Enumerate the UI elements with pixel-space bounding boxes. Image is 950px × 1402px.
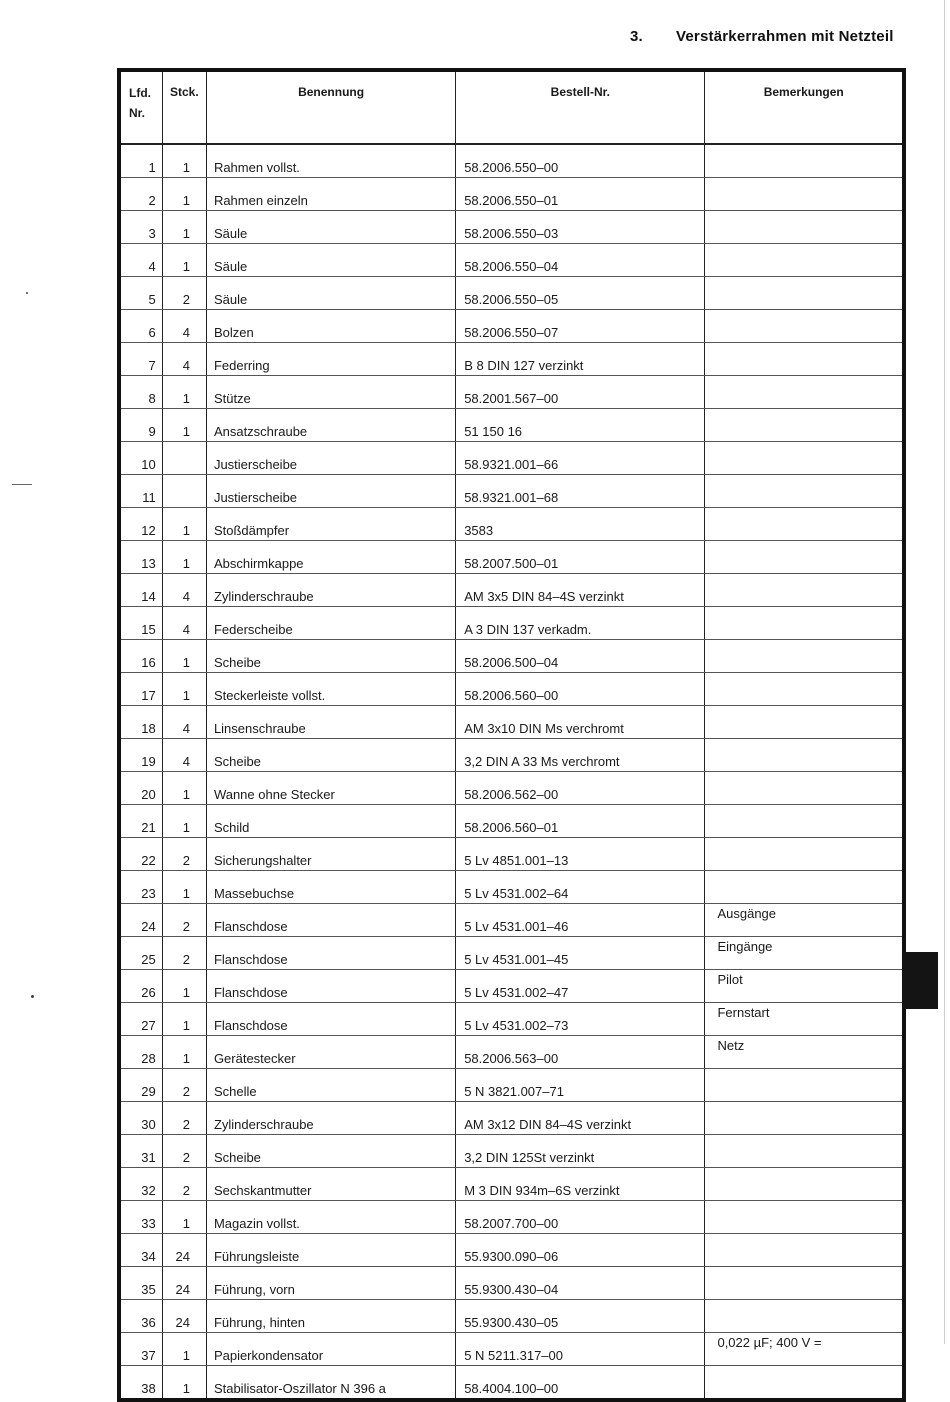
cell-stck: 1 — [162, 871, 206, 904]
cell-lfd-nr: 35 — [119, 1267, 162, 1300]
cell-bemerkungen — [705, 1102, 904, 1135]
table-row — [119, 1366, 904, 1401]
cell-bemerkungen — [705, 1267, 904, 1300]
cell-benennung: Sechskantmutter — [206, 1168, 455, 1201]
cell-stck: 1 — [162, 1201, 206, 1234]
cell-benennung: Stabilisator-Oszillator N 396 a — [206, 1366, 455, 1401]
cell-bemerkungen — [705, 772, 904, 805]
cell-benennung: Säule — [206, 211, 455, 244]
table-row — [119, 376, 904, 409]
cell-bemerkungen — [705, 673, 904, 706]
cell-bestell-nr: 51 150 16 — [456, 409, 705, 442]
cell-bestell-nr: 58.4004.100–00 — [456, 1366, 705, 1401]
section-number: 3. — [630, 28, 643, 45]
cell-benennung: Stoßdämpfer — [206, 508, 455, 541]
section-title: Verstärkerrahmen mit Netzteil — [676, 28, 894, 45]
cell-benennung: Massebuchse — [206, 871, 455, 904]
cell-bestell-nr: 58.2006.563–00 — [456, 1036, 705, 1069]
cell-lfd-nr: 5 — [119, 277, 162, 310]
cell-benennung: Justierscheibe — [206, 475, 455, 508]
cell-bemerkungen — [705, 211, 904, 244]
cell-benennung: Papierkondensator — [206, 1333, 455, 1366]
cell-bemerkungen: 0,022 µF; 400 V = — [705, 1333, 904, 1366]
table-row — [119, 1036, 904, 1069]
table-row — [119, 640, 904, 673]
cell-bestell-nr: 5 N 5211.317–00 — [456, 1333, 705, 1366]
cell-bemerkungen — [705, 1201, 904, 1234]
table-row — [119, 442, 904, 475]
cell-bemerkungen — [705, 244, 904, 277]
cell-bestell-nr: AM 3x5 DIN 84–4S verzinkt — [456, 574, 705, 607]
cell-benennung: Flanschdose — [206, 970, 455, 1003]
table-row — [119, 739, 904, 772]
cell-bemerkungen: Eingänge — [705, 937, 904, 970]
table-row — [119, 1201, 904, 1234]
cell-lfd-nr: 18 — [119, 706, 162, 739]
cell-bestell-nr: 5 Lv 4531.002–73 — [456, 1003, 705, 1036]
side-register-tab — [903, 952, 938, 1009]
margin-dot — [26, 292, 28, 294]
cell-benennung: Führungsleiste — [206, 1234, 455, 1267]
cell-bestell-nr: 5 Lv 4851.001–13 — [456, 838, 705, 871]
cell-stck: 1 — [162, 772, 206, 805]
table-row — [119, 1135, 904, 1168]
cell-stck: 24 — [162, 1234, 206, 1267]
table-row — [119, 970, 904, 1003]
header-lfd-nr — [119, 70, 162, 144]
cell-bestell-nr: 58.2006.550–01 — [456, 178, 705, 211]
cell-stck: 1 — [162, 409, 206, 442]
cell-lfd-nr: 23 — [119, 871, 162, 904]
table-row — [119, 607, 904, 640]
cell-bemerkungen — [705, 607, 904, 640]
cell-bestell-nr: 5 Lv 4531.002–47 — [456, 970, 705, 1003]
cell-lfd-nr: 3 — [119, 211, 162, 244]
cell-bestell-nr: 5 Lv 4531.001–45 — [456, 937, 705, 970]
cell-lfd-nr: 1 — [119, 144, 162, 178]
header-bemerkungen: Bemerkungen — [705, 70, 904, 144]
cell-lfd-nr: 26 — [119, 970, 162, 1003]
cell-benennung: Abschirmkappe — [206, 541, 455, 574]
table-row — [119, 310, 904, 343]
cell-stck: 4 — [162, 739, 206, 772]
cell-bestell-nr: 58.9321.001–66 — [456, 442, 705, 475]
cell-stck: 1 — [162, 508, 206, 541]
cell-bemerkungen — [705, 640, 904, 673]
header-lfd-line1: Lfd. — [129, 86, 151, 100]
cell-bestell-nr: 58.2006.550–05 — [456, 277, 705, 310]
cell-bemerkungen — [705, 574, 904, 607]
table-row — [119, 244, 904, 277]
cell-bemerkungen: Ausgänge — [705, 904, 904, 937]
cell-stck: 4 — [162, 574, 206, 607]
cell-bestell-nr: B 8 DIN 127 verzinkt — [456, 343, 705, 376]
cell-bestell-nr: 3,2 DIN A 33 Ms verchromt — [456, 739, 705, 772]
cell-lfd-nr: 15 — [119, 607, 162, 640]
cell-bemerkungen — [705, 442, 904, 475]
cell-bemerkungen — [705, 475, 904, 508]
cell-stck: 1 — [162, 541, 206, 574]
cell-lfd-nr: 12 — [119, 508, 162, 541]
section-heading — [630, 28, 894, 45]
cell-benennung: Federring — [206, 343, 455, 376]
table-row — [119, 1069, 904, 1102]
cell-bestell-nr: 58.2006.550–07 — [456, 310, 705, 343]
margin-dash — [12, 484, 32, 485]
cell-benennung: Zylinderschraube — [206, 1102, 455, 1135]
cell-benennung: Gerätestecker — [206, 1036, 455, 1069]
cell-benennung: Führung, vorn — [206, 1267, 455, 1300]
header-stck: Stck. — [162, 70, 206, 144]
cell-stck: 2 — [162, 937, 206, 970]
cell-bemerkungen — [705, 541, 904, 574]
cell-benennung: Federscheibe — [206, 607, 455, 640]
cell-bestell-nr: 58.2006.550–03 — [456, 211, 705, 244]
cell-bestell-nr: 58.2006.550–04 — [456, 244, 705, 277]
cell-benennung: Sicherungshalter — [206, 838, 455, 871]
cell-lfd-nr: 2 — [119, 178, 162, 211]
cell-lfd-nr: 9 — [119, 409, 162, 442]
cell-benennung: Rahmen vollst. — [206, 144, 455, 178]
cell-stck: 4 — [162, 607, 206, 640]
table-row — [119, 1234, 904, 1267]
table-row — [119, 1003, 904, 1036]
cell-lfd-nr: 31 — [119, 1135, 162, 1168]
cell-benennung: Scheibe — [206, 1135, 455, 1168]
cell-stck: 2 — [162, 1168, 206, 1201]
cell-bemerkungen: Pilot — [705, 970, 904, 1003]
cell-bestell-nr: 55.9300.430–04 — [456, 1267, 705, 1300]
cell-benennung: Rahmen einzeln — [206, 178, 455, 211]
table-row — [119, 277, 904, 310]
cell-lfd-nr: 38 — [119, 1366, 162, 1401]
cell-lfd-nr: 4 — [119, 244, 162, 277]
cell-lfd-nr: 14 — [119, 574, 162, 607]
cell-bestell-nr: 58.2007.700–00 — [456, 1201, 705, 1234]
cell-bemerkungen — [705, 1168, 904, 1201]
cell-bemerkungen — [705, 739, 904, 772]
cell-bemerkungen — [705, 838, 904, 871]
table-row — [119, 409, 904, 442]
cell-bestell-nr: 5 Lv 4531.002–64 — [456, 871, 705, 904]
cell-bemerkungen — [705, 508, 904, 541]
cell-stck: 1 — [162, 970, 206, 1003]
table-row — [119, 838, 904, 871]
table-row — [119, 574, 904, 607]
cell-benennung: Schild — [206, 805, 455, 838]
cell-bemerkungen — [705, 409, 904, 442]
cell-lfd-nr: 8 — [119, 376, 162, 409]
cell-bemerkungen — [705, 1300, 904, 1333]
cell-bestell-nr: 3583 — [456, 508, 705, 541]
cell-lfd-nr: 20 — [119, 772, 162, 805]
cell-bemerkungen — [705, 376, 904, 409]
cell-bestell-nr: 58.2006.560–01 — [456, 805, 705, 838]
cell-benennung: Linsenschraube — [206, 706, 455, 739]
cell-bemerkungen — [705, 1234, 904, 1267]
cell-bemerkungen — [705, 310, 904, 343]
cell-stck: 1 — [162, 376, 206, 409]
cell-stck: 1 — [162, 805, 206, 838]
cell-lfd-nr: 25 — [119, 937, 162, 970]
cell-bestell-nr: 58.2001.567–00 — [456, 376, 705, 409]
table-row — [119, 871, 904, 904]
cell-benennung: Justierscheibe — [206, 442, 455, 475]
cell-benennung: Bolzen — [206, 310, 455, 343]
header-bestell-nr: Bestell-Nr. — [456, 70, 705, 144]
table-row — [119, 1168, 904, 1201]
cell-bestell-nr: M 3 DIN 934m–6S verzinkt — [456, 1168, 705, 1201]
cell-benennung: Steckerleiste vollst. — [206, 673, 455, 706]
cell-bemerkungen — [705, 144, 904, 178]
cell-lfd-nr: 16 — [119, 640, 162, 673]
cell-stck: 4 — [162, 706, 206, 739]
cell-bemerkungen: Fernstart — [705, 1003, 904, 1036]
cell-lfd-nr: 24 — [119, 904, 162, 937]
cell-benennung: Wanne ohne Stecker — [206, 772, 455, 805]
table-header-row — [119, 70, 904, 144]
table-row — [119, 508, 904, 541]
table-row — [119, 1300, 904, 1333]
cell-benennung: Säule — [206, 277, 455, 310]
cell-stck: 1 — [162, 1333, 206, 1366]
cell-bemerkungen — [705, 277, 904, 310]
table-row — [119, 1102, 904, 1135]
cell-stck — [162, 442, 206, 475]
cell-stck: 4 — [162, 310, 206, 343]
cell-lfd-nr: 30 — [119, 1102, 162, 1135]
cell-stck: 4 — [162, 343, 206, 376]
cell-lfd-nr: 32 — [119, 1168, 162, 1201]
cell-stck: 1 — [162, 211, 206, 244]
cell-bemerkungen — [705, 871, 904, 904]
cell-bestell-nr: AM 3x12 DIN 84–4S verzinkt — [456, 1102, 705, 1135]
cell-stck: 2 — [162, 838, 206, 871]
cell-lfd-nr: 21 — [119, 805, 162, 838]
cell-lfd-nr: 28 — [119, 1036, 162, 1069]
cell-bestell-nr: 58.2006.500–04 — [456, 640, 705, 673]
cell-bestell-nr: A 3 DIN 137 verkadm. — [456, 607, 705, 640]
cell-bestell-nr: 58.2007.500–01 — [456, 541, 705, 574]
cell-lfd-nr: 7 — [119, 343, 162, 376]
cell-lfd-nr: 37 — [119, 1333, 162, 1366]
cell-stck: 2 — [162, 1135, 206, 1168]
header-benennung: Benennung — [206, 70, 455, 144]
cell-bestell-nr: 5 Lv 4531.001–46 — [456, 904, 705, 937]
cell-lfd-nr: 27 — [119, 1003, 162, 1036]
cell-benennung: Scheibe — [206, 739, 455, 772]
cell-lfd-nr: 6 — [119, 310, 162, 343]
table-row — [119, 904, 904, 937]
cell-bemerkungen — [705, 706, 904, 739]
cell-lfd-nr: 36 — [119, 1300, 162, 1333]
cell-stck: 2 — [162, 1102, 206, 1135]
cell-stck: 1 — [162, 1036, 206, 1069]
cell-lfd-nr: 22 — [119, 838, 162, 871]
table-row — [119, 805, 904, 838]
cell-benennung: Stütze — [206, 376, 455, 409]
cell-stck: 2 — [162, 277, 206, 310]
cell-bestell-nr: 58.9321.001–68 — [456, 475, 705, 508]
cell-bemerkungen: Netz — [705, 1036, 904, 1069]
cell-bemerkungen — [705, 1135, 904, 1168]
cell-stck: 1 — [162, 244, 206, 277]
cell-bestell-nr: 5 N 3821.007–71 — [456, 1069, 705, 1102]
table-row — [119, 673, 904, 706]
cell-bestell-nr: 3,2 DIN 125St verzinkt — [456, 1135, 705, 1168]
parts-list-table — [117, 68, 906, 1402]
cell-bemerkungen — [705, 178, 904, 211]
cell-stck — [162, 475, 206, 508]
cell-stck: 1 — [162, 178, 206, 211]
cell-stck: 1 — [162, 1003, 206, 1036]
cell-bemerkungen — [705, 805, 904, 838]
table-row — [119, 1333, 904, 1366]
cell-lfd-nr: 34 — [119, 1234, 162, 1267]
cell-lfd-nr: 17 — [119, 673, 162, 706]
cell-bestell-nr: 55.9300.430–05 — [456, 1300, 705, 1333]
table-row — [119, 178, 904, 211]
table-row — [119, 1267, 904, 1300]
table-row — [119, 706, 904, 739]
cell-stck: 1 — [162, 640, 206, 673]
cell-stck: 24 — [162, 1267, 206, 1300]
margin-dot — [31, 995, 34, 998]
table-row — [119, 937, 904, 970]
table-row — [119, 541, 904, 574]
cell-lfd-nr: 11 — [119, 475, 162, 508]
table-row — [119, 475, 904, 508]
cell-benennung: Säule — [206, 244, 455, 277]
cell-benennung: Führung, hinten — [206, 1300, 455, 1333]
cell-bemerkungen — [705, 1069, 904, 1102]
table-row — [119, 772, 904, 805]
cell-lfd-nr: 19 — [119, 739, 162, 772]
cell-bestell-nr: AM 3x10 DIN Ms verchromt — [456, 706, 705, 739]
cell-benennung: Magazin vollst. — [206, 1201, 455, 1234]
cell-bemerkungen — [705, 1366, 904, 1401]
cell-stck: 1 — [162, 673, 206, 706]
cell-bestell-nr: 58.2006.560–00 — [456, 673, 705, 706]
cell-benennung: Scheibe — [206, 640, 455, 673]
table-row — [119, 343, 904, 376]
cell-benennung: Flanschdose — [206, 1003, 455, 1036]
cell-lfd-nr: 33 — [119, 1201, 162, 1234]
page-edge-line — [944, 0, 945, 1344]
cell-stck: 1 — [162, 144, 206, 178]
cell-stck: 2 — [162, 1069, 206, 1102]
cell-benennung: Zylinderschraube — [206, 574, 455, 607]
cell-lfd-nr: 29 — [119, 1069, 162, 1102]
cell-stck: 24 — [162, 1300, 206, 1333]
cell-benennung: Ansatzschraube — [206, 409, 455, 442]
cell-benennung: Flanschdose — [206, 904, 455, 937]
cell-stck: 2 — [162, 904, 206, 937]
cell-bestell-nr: 55.9300.090–06 — [456, 1234, 705, 1267]
cell-bestell-nr: 58.2006.550–00 — [456, 144, 705, 178]
cell-bemerkungen — [705, 343, 904, 376]
table-row — [119, 144, 904, 178]
cell-bestell-nr: 58.2006.562–00 — [456, 772, 705, 805]
cell-lfd-nr: 13 — [119, 541, 162, 574]
cell-benennung: Schelle — [206, 1069, 455, 1102]
table-row — [119, 211, 904, 244]
cell-lfd-nr: 10 — [119, 442, 162, 475]
cell-benennung: Flanschdose — [206, 937, 455, 970]
header-lfd-line2: Nr. — [129, 106, 146, 120]
cell-stck: 1 — [162, 1366, 206, 1401]
